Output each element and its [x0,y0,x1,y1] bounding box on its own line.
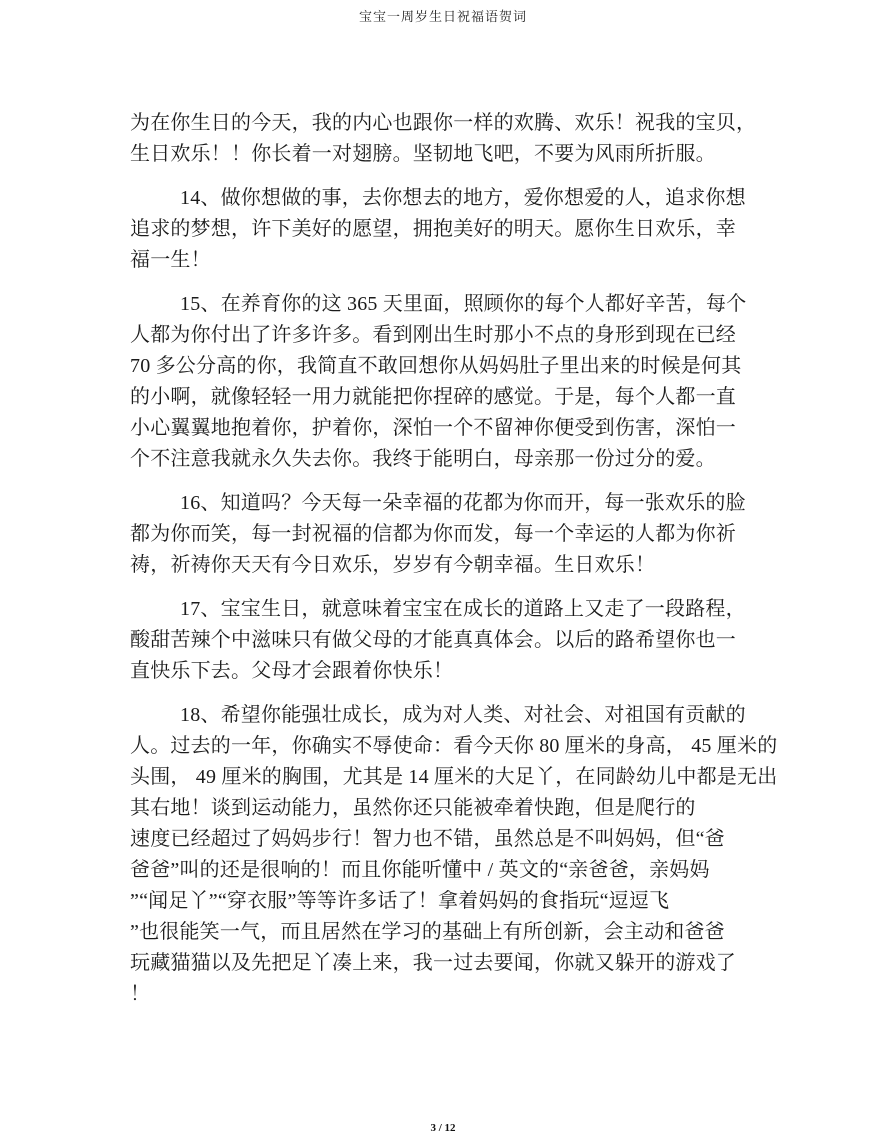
text-line: 生日欢乐！！你长着一对翅膀。坚韧地飞吧，不要为风雨所折服。 [130,143,716,165]
text-line: 为在你生日的今天，我的内心也跟你一样的欢腾、欢乐！祝我的宝贝， [130,112,757,134]
text-line: 14、做你想做的事，去你想去的地方，爱你想爱的人，追求你想 [180,187,746,209]
text-line: 玩藏猫猫以及先把足丫凑上来，我一过去要闻，你就又躲开的游戏了 [130,952,736,974]
page-number: 3 / 12 [430,1122,456,1134]
text-line: 小心翼翼地抱着你，护着你，深怕一个不留神你便受到伤害，深怕一 [130,417,736,439]
text-line: 的小啊，就像轻轻一用力就能把你捏碎的感觉。于是，每个人都一直 [130,386,736,408]
text-line: 其右地！谈到运动能力，虽然你还只能被牵着快跑，但是爬行的 [130,797,696,819]
paragraph [130,289,762,475]
text-line: 15、在养育你的这 365 天里面，照顾你的每个人都好辛苦，每个 [180,293,747,315]
text-line: 人。过去的一年，你确实不辱使命：看今天你 80 厘米的身高， 45 厘米的 [130,735,778,757]
text-line: 祷，祈祷你天天有今日欢乐，岁岁有今朝幸福。生日欢乐！ [130,554,656,576]
text-line: 直快乐下去。父母才会跟着你快乐！ [130,660,454,682]
text-line: 70 多公分高的你，我简直不敢回想你从妈妈肚子里出来的时候是何其 [130,355,742,377]
paragraph [130,183,762,276]
text-line: 头围， 49 厘米的胸围，尤其是 14 厘米的大足丫，在同龄幼儿中都是无出 [130,766,778,788]
text-line: 17、宝宝生日，就意味着宝宝在成长的道路上又走了一段路程， [180,598,746,620]
text-line: 16、知道吗？今天每一朵幸福的花都为你而开，每一张欢乐的脸 [180,492,746,514]
text-line: ”“闻足丫”“穿衣服”等等许多话了！拿着妈妈的食指玩“逗逗飞 [130,890,670,912]
text-line: 速度已经超过了妈妈步行！智力也不错，虽然总是不叫妈妈，但“爸 [130,828,725,850]
paragraph [130,594,762,687]
paragraph [130,488,762,581]
text-line: 个不注意我就永久失去你。我终于能明白，母亲那一份过分的爱。 [130,448,716,470]
text-line: 福一生！ [130,249,211,271]
paragraph [130,700,778,1010]
document-title: 宝宝一周岁生日祝福语贺词 [358,9,527,24]
text-line: 18、希望你能强壮成长，成为对人类、对社会、对祖国有贡献的 [180,704,746,726]
text-line: 人都为你付出了许多许多。看到刚出生时那小不点的身形到现在已经 [130,324,736,346]
text-line: ”也很能笑一气，而且居然在学习的基础上有所创新，会主动和爸爸 [130,921,725,943]
text-line: 酸甜苦辣个中滋味只有做父母的才能真真体会。以后的路希望你也一 [130,629,736,651]
text-line: 爸爸”叫的还是很响的！而且你能听懂中 / 英文的“亲爸爸，亲妈妈 [130,859,710,881]
paragraph [130,108,762,170]
text-line: ！ [130,983,151,1005]
text-line: 追求的梦想，许下美好的愿望，拥抱美好的明天。愿你生日欢乐，幸 [130,218,736,240]
text-line: 都为你而笑，每一封祝福的信都为你而发，每一个幸运的人都为你祈 [130,523,736,545]
document-body [130,108,778,1023]
